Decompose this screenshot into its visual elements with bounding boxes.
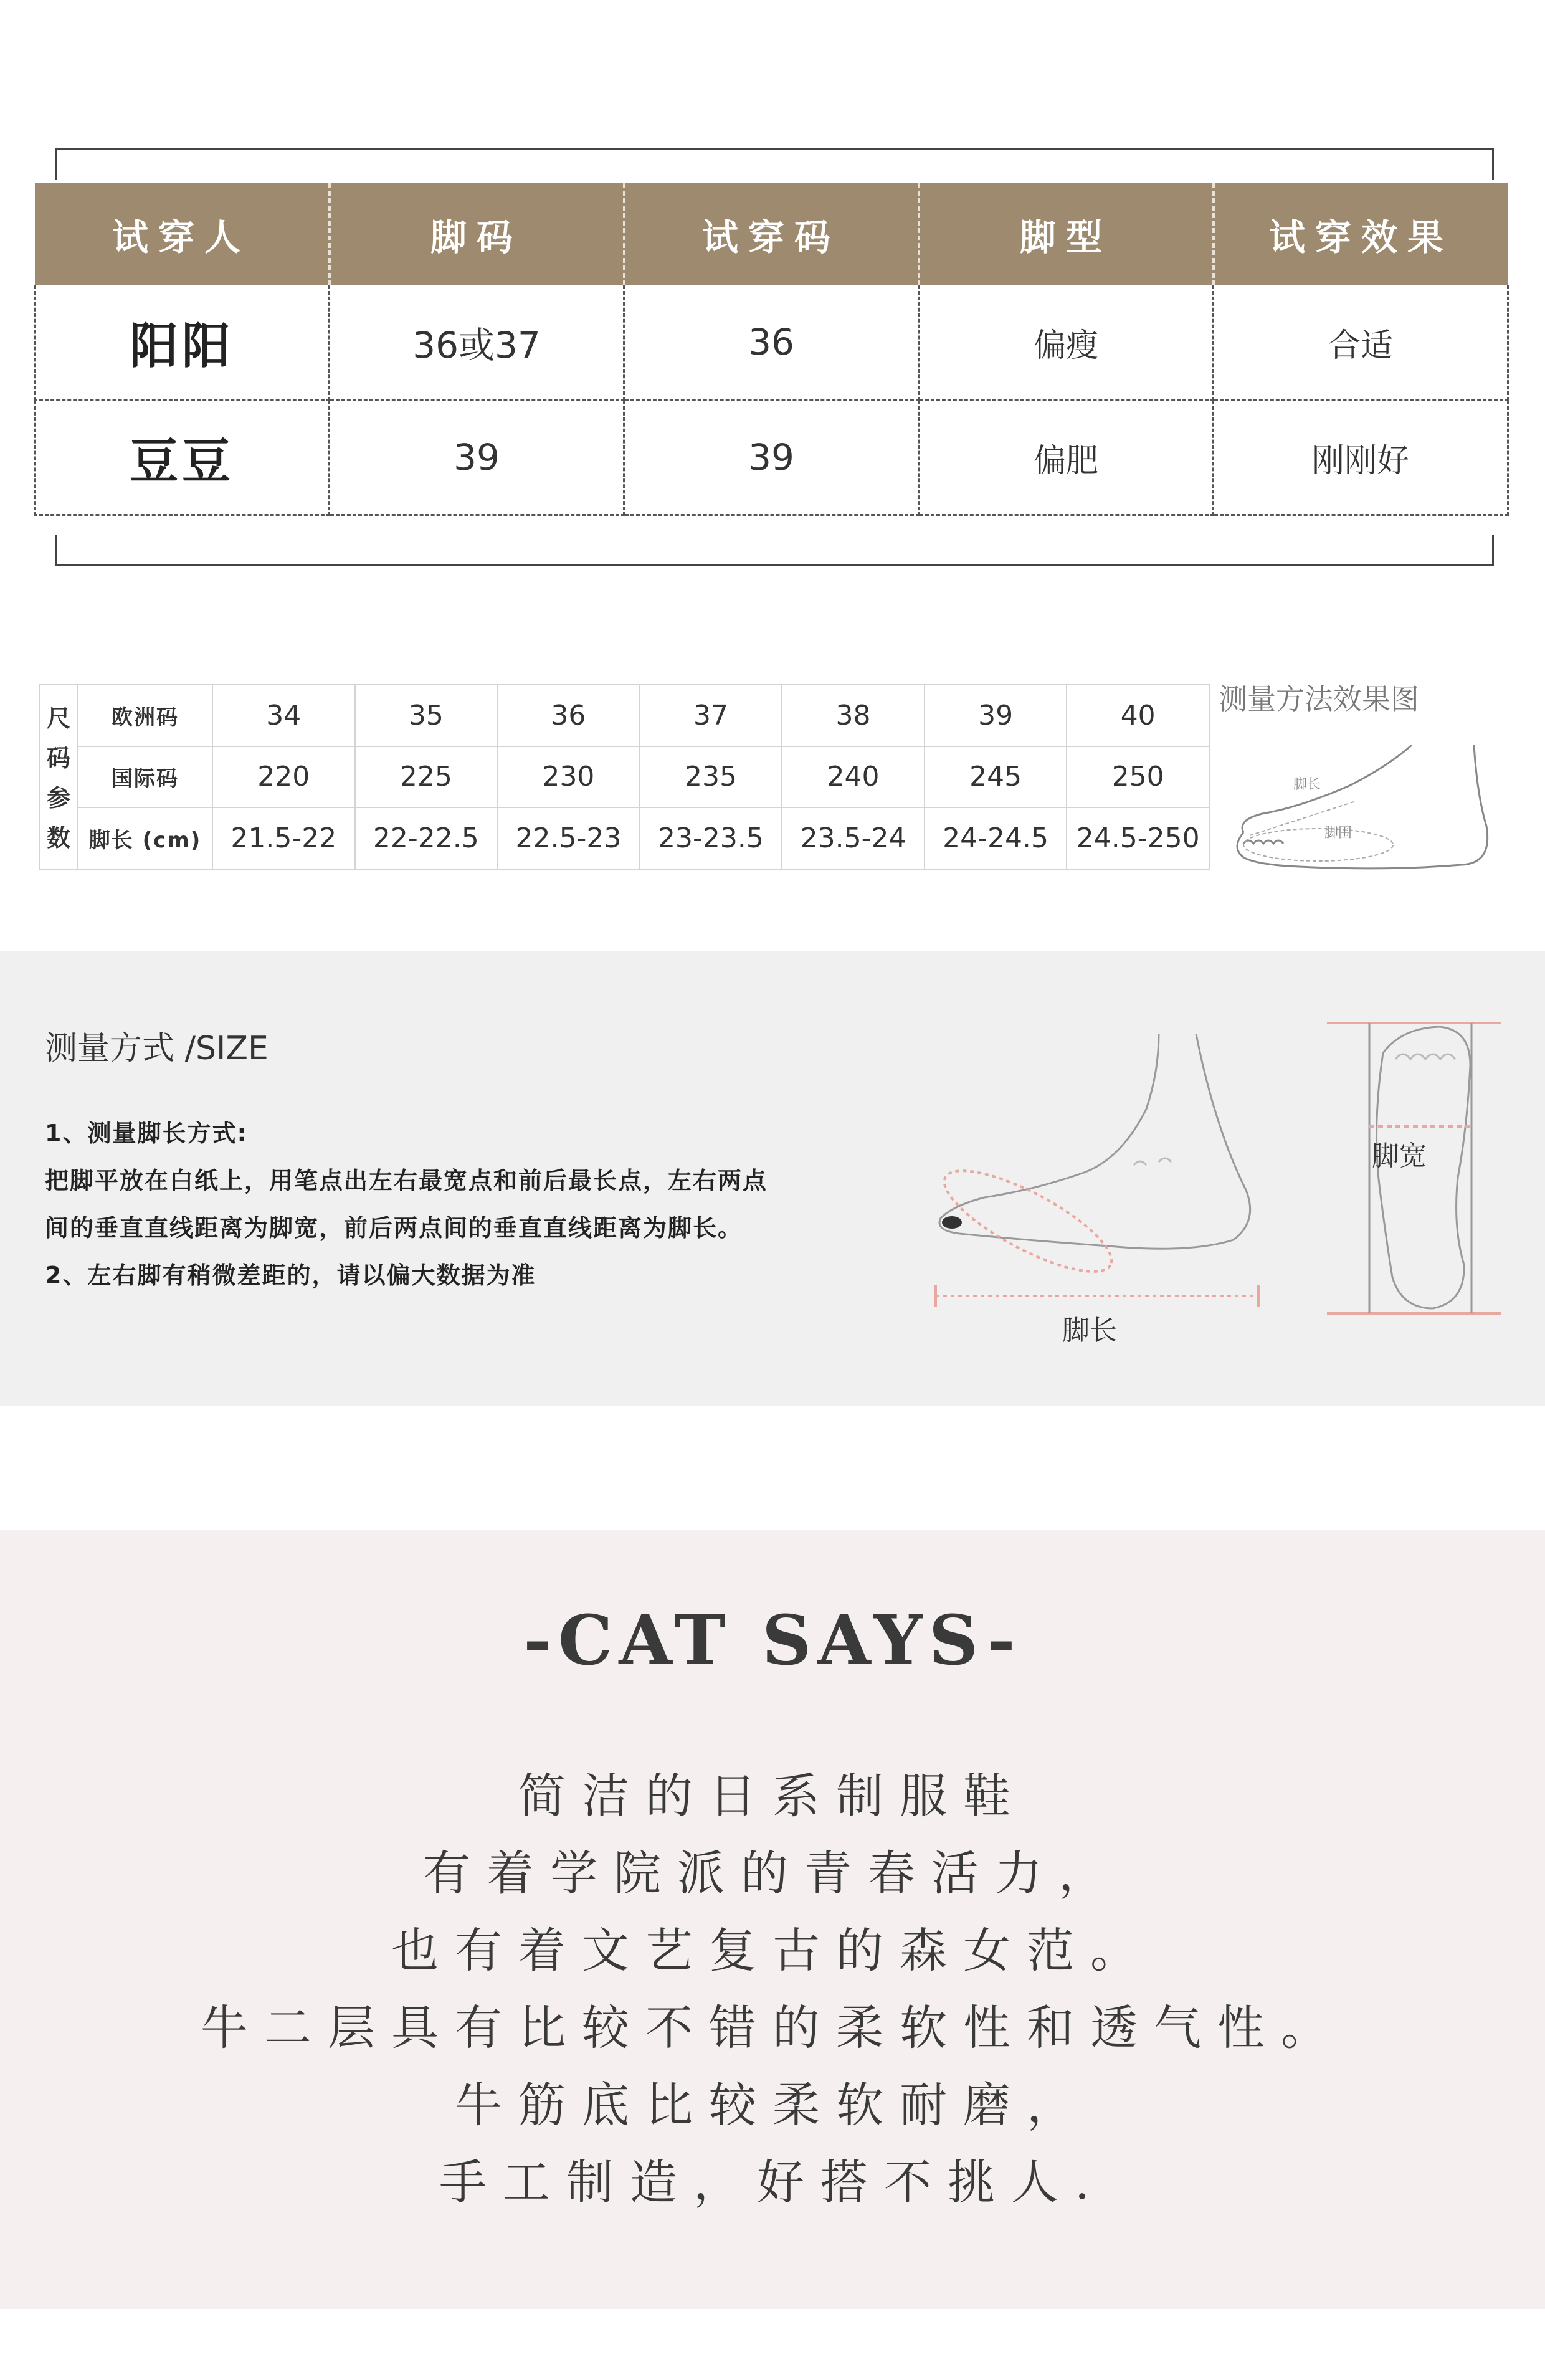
foot-length-diagram <box>922 1034 1271 1346</box>
header-foot-type: 脚型 <box>919 183 1214 285</box>
foot-type: 偏瘦 <box>919 285 1214 400</box>
foot-side-diagram <box>1225 733 1499 876</box>
tester-name: 阳阳 <box>35 285 330 400</box>
row-label-intl: 国际码 <box>78 746 212 808</box>
effect: 刚刚好 <box>1214 400 1508 515</box>
row-label-foot-length: 脚长 (cm) <box>78 807 212 869</box>
effect: 合适 <box>1214 285 1508 400</box>
foot-length: 24.5-250 <box>1067 807 1209 869</box>
label-foot-width: 脚宽 <box>1372 1140 1427 1172</box>
measure-text: 把脚平放在白纸上，用笔点出左右最宽点和前后最长点，左右两点 <box>45 1167 768 1194</box>
eu-size: 37 <box>640 685 782 746</box>
row-label-eu: 欧洲码 <box>78 685 212 746</box>
poem-line: 牛二层具有比较不错的柔软性和透气性。 <box>201 2000 1344 2055</box>
header-tester: 试穿人 <box>35 183 330 285</box>
foot-size: 39 <box>330 400 624 515</box>
foot-type: 偏肥 <box>919 400 1214 515</box>
intl-size: 225 <box>355 746 498 808</box>
size-chart-side-label: 尺 码 参 数 <box>39 685 78 869</box>
foot-length: 23.5-24 <box>782 807 925 869</box>
intl-size: 245 <box>925 746 1067 808</box>
header-try-size: 试穿码 <box>624 183 919 285</box>
table-row <box>39 685 1209 746</box>
tryon-header-row <box>35 183 1508 285</box>
foot-length: 21.5-22 <box>212 807 355 869</box>
table-bottom-bracket <box>55 535 1494 566</box>
measure-title: 测量方式 /SIZE <box>45 1030 269 1067</box>
tester-name: 豆豆 <box>35 400 330 515</box>
table-row <box>35 285 1508 400</box>
table-row <box>39 746 1209 808</box>
intl-size: 250 <box>1067 746 1209 808</box>
diagram-label-length: 脚长 <box>1293 777 1321 793</box>
intl-size: 220 <box>212 746 355 808</box>
foot-length: 22.5-23 <box>497 807 640 869</box>
poem-line: 牛筋底比较柔软耐磨， <box>455 2077 1090 2133</box>
method-diagram-title: 测量方法效果图 <box>1219 682 1419 716</box>
table-row <box>39 807 1209 869</box>
foot-length: 24-24.5 <box>925 807 1067 869</box>
foot-size: 36或37 <box>330 285 624 400</box>
measure-text: 间的垂直直线距离为脚宽，前后两点间的垂直直线距离为脚长。 <box>45 1214 743 1242</box>
intl-size: 240 <box>782 746 925 808</box>
intl-size: 235 <box>640 746 782 808</box>
header-foot-size: 脚码 <box>330 183 624 285</box>
eu-size: 36 <box>497 685 640 746</box>
poem-line: 也有着文艺复古的森女范。 <box>391 1923 1154 1978</box>
poem-line: 简洁的日系制服鞋 <box>518 1768 1027 1824</box>
foot-width-diagram <box>1321 1016 1508 1321</box>
poem-line: 有着学院派的青春活力， <box>423 1845 1122 1901</box>
table-top-bracket <box>55 148 1494 180</box>
tryon-table <box>34 183 1509 516</box>
eu-size: 34 <box>212 685 355 746</box>
table-row <box>35 400 1508 515</box>
label-foot-length: 脚长 <box>1062 1315 1117 1346</box>
header-effect: 试穿效果 <box>1214 183 1508 285</box>
cat-says-title: -CAT SAYS- <box>523 1600 1022 1680</box>
try-size: 39 <box>624 400 919 515</box>
size-chart <box>39 684 1210 870</box>
foot-length: 22-22.5 <box>355 807 498 869</box>
eu-size: 39 <box>925 685 1067 746</box>
try-size: 36 <box>624 285 919 400</box>
eu-size: 40 <box>1067 685 1209 746</box>
foot-length: 23-23.5 <box>640 807 782 869</box>
eu-size: 38 <box>782 685 925 746</box>
diagram-label-girth: 脚围 <box>1324 826 1352 841</box>
eu-size: 35 <box>355 685 498 746</box>
poem-line: 手工制造，好搭不挑人. <box>439 2154 1106 2210</box>
measure-step-1: 1、测量脚长方式: <box>45 1120 248 1147</box>
intl-size: 230 <box>497 746 640 808</box>
measure-step-2: 2、左右脚有稍微差距的，请以偏大数据为准 <box>45 1262 536 1289</box>
